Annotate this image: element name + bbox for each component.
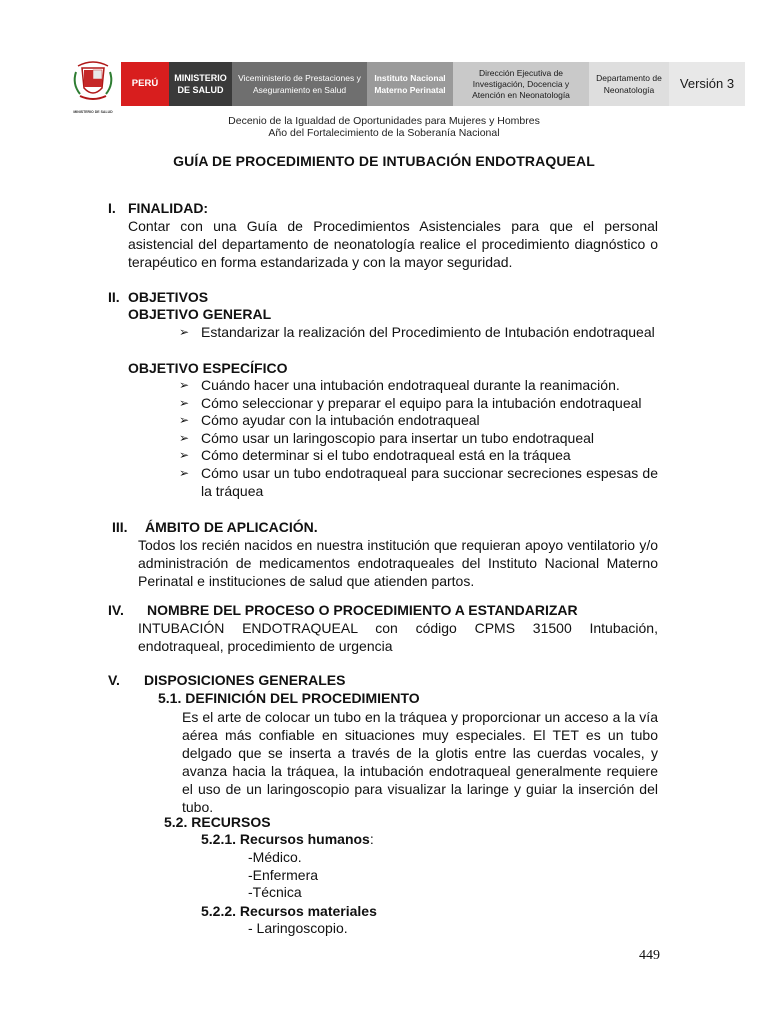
list-item (179, 412, 658, 430)
decenio-caption (0, 115, 768, 139)
section-1-heading: FINALIDAD: (128, 200, 209, 216)
subsection-5-1-heading: 5.1. DEFINICIÓN DEL PROCEDIMIENTO (158, 690, 420, 706)
section-4-number: IV. (108, 602, 124, 618)
arrow-bullet-icon: ➢ (179, 430, 190, 445)
list-item-text: Cómo seleccionar y preparar el equipo para la intubación endotraqueal (201, 394, 642, 411)
section-3-heading: ÁMBITO DE APLICACIÓN. (145, 519, 318, 535)
header-instituto: Instituto Nacional Materno Perinatal (367, 62, 453, 106)
header-version: Versión 3 (669, 62, 745, 106)
subsection-5-2-heading: 5.2. RECURSOS (164, 814, 271, 830)
crest-caption: MINISTERIO DE SALUD (73, 110, 113, 114)
header-departamento: Departamento de Neonatología (589, 62, 669, 106)
section-2-number: II. (108, 289, 120, 305)
list-item-text: Estandarizar la realización del Procedimiento de Intubación endotraqueal (201, 324, 655, 340)
document-title: GUÍA DE PROCEDIMIENTO DE INTUBACIÓN ENDOTRAQUEAL (173, 153, 595, 169)
list-item: -Técnica (248, 884, 302, 901)
section-3-text: Todos los recién nacidos en nuestra institución que requieran apoyo ventilatorio y/o administración de medicamentos endotraqueales del Instituto Nacional Materno Perinatal e instituciones de salud que atienden partos. (138, 537, 658, 589)
list-item (179, 465, 658, 500)
ministry-crest-logo (70, 58, 116, 114)
institution-header-band (121, 62, 745, 106)
section-1-number: I. (108, 200, 116, 216)
section-5-number: V. (108, 672, 120, 688)
objetivo-general-list (179, 324, 658, 342)
section-2-heading: OBJETIVOS (128, 289, 209, 305)
header-direccion: Dirección Ejecutiva de Investigación, Docencia y Atención en Neonatología (453, 62, 589, 106)
arrow-bullet-icon: ➢ (179, 325, 190, 339)
section-5-heading: DISPOSICIONES GENERALES (144, 672, 346, 688)
arrow-bullet-icon: ➢ (179, 378, 190, 392)
section-4-heading: NOMBRE DEL PROCESO O PROCEDIMIENTO A ESTANDARIZAR (147, 602, 578, 618)
arrow-bullet-icon: ➢ (179, 413, 190, 428)
header-peru: PERÚ (121, 62, 169, 106)
arrow-bullet-icon: ➢ (179, 395, 190, 410)
objetivo-general-heading: OBJETIVO GENERAL (128, 306, 272, 322)
recursos-humanos-colon: : (369, 831, 374, 847)
decenio-line-2: Año del Fortalecimiento de la Soberanía Nacional (268, 127, 500, 139)
page-number: 449 (639, 948, 660, 963)
list-item: -Enfermera (248, 866, 319, 883)
recursos-humanos-heading (201, 831, 374, 849)
section-4-text: INTUBACIÓN ENDOTRAQUEAL con código CPMS 31500 Intubación, endotraqueal, procedimiento de urgencia (138, 620, 658, 654)
recursos-humanos-list (248, 849, 318, 902)
list-item (179, 447, 658, 465)
list-item: -Médico. (248, 849, 302, 865)
list-item (179, 395, 658, 413)
section-3-number: III. (112, 519, 128, 535)
section-1-text: Contar con una Guía de Procedimientos Asistenciales para que el personal asistencial del departamento de neonatología realice el procedimiento diagnóstico o terapéutico en forma estandarizada y con la mayor seguridad. (128, 218, 658, 270)
decenio-line-1: Decenio de la Igualdad de Oportunidades para Mujeres y Hombres (228, 115, 540, 127)
subsection-5-1-text: Es el arte de colocar un tubo en la tráquea y proporcionar un acceso a la vía aérea más confiable en situaciones muy especiales. El TET es un tubo delgado que se inserta a través de la glotis entre las cuerdas vocales, y avanza hacia la tráquea, la intubación endotraqueal generalmente requiere el uso de un laringoscopio para visualizar la laringe y guiar la inserción del tubo. (182, 709, 658, 815)
list-item (179, 430, 658, 448)
list-item (179, 377, 658, 395)
arrow-bullet-icon: ➢ (179, 448, 190, 463)
list-item-text: Cómo usar un tubo endotraqueal para succionar secreciones espesas de la tráquea (201, 464, 658, 499)
list-item: - Laringoscopio. (248, 920, 348, 936)
list-item (179, 324, 658, 342)
recursos-humanos-label: 5.2.1. Recursos humanos (201, 831, 370, 847)
objetivo-especifico-list (179, 377, 658, 500)
header-viceministerio: Viceministerio de Prestaciones y Aseguramiento en Salud (232, 62, 367, 106)
list-item-text: Cómo determinar si el tubo endotraqueal está en la tráquea (201, 447, 571, 464)
list-item-text: Cómo usar un laringoscopio para insertar un tubo endotraqueal (201, 429, 595, 446)
arrow-bullet-icon: ➢ (179, 465, 190, 480)
objetivo-especifico-heading: OBJETIVO ESPECÍFICO (128, 360, 288, 376)
recursos-materiales-heading: 5.2.2. Recursos materiales (201, 903, 377, 919)
list-item-text: Cómo ayudar con la intubación endotraqueal (201, 412, 480, 429)
list-item-text: Cuándo hacer una intubación endotraqueal durante la reanimación. (201, 377, 620, 393)
recursos-materiales-list (248, 920, 348, 938)
header-ministerio: MINISTERIO DE SALUD (169, 62, 232, 106)
